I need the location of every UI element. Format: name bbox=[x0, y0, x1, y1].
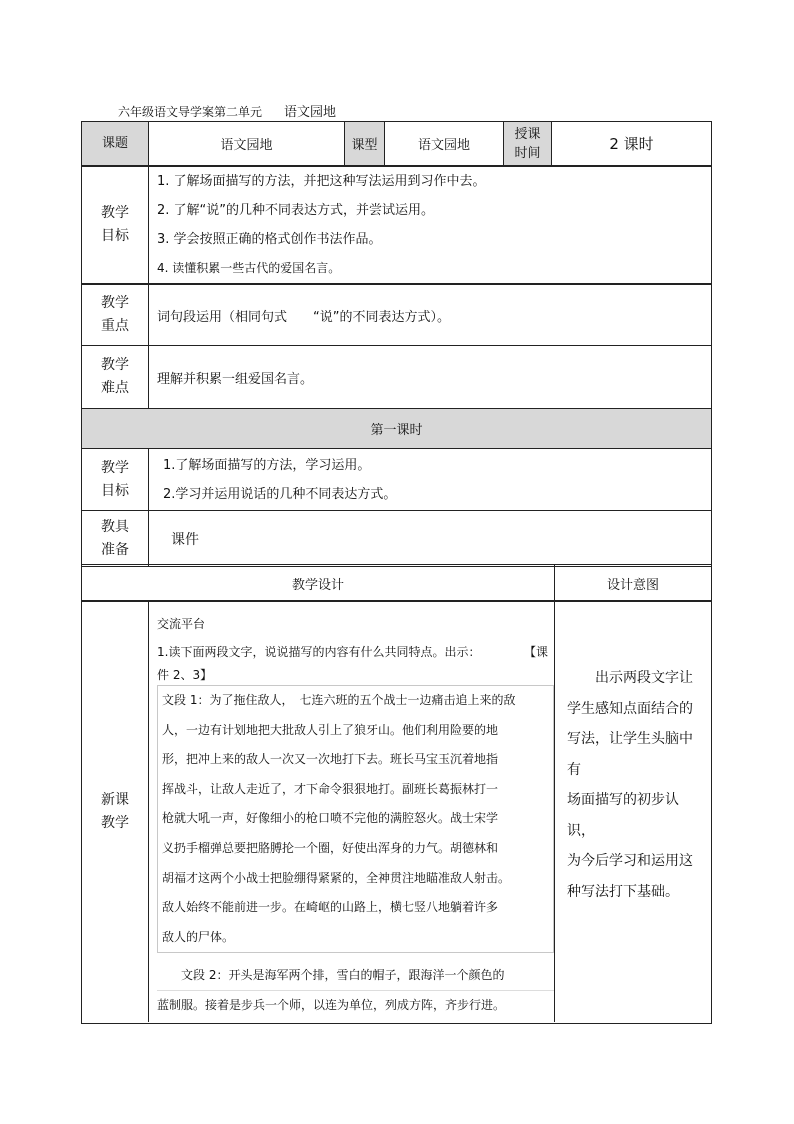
design-header-row bbox=[82, 565, 711, 601]
first-lesson-row bbox=[82, 408, 711, 448]
type-label: 课型 bbox=[344, 122, 384, 165]
lesson-goals-row bbox=[82, 448, 711, 510]
goal-item: 3. 学会按照正确的格式创作书法作品。 bbox=[157, 232, 382, 247]
task-line: 1.读下面两段文字，说说描写的内容有什么共同特点。出示： 【课 bbox=[157, 639, 554, 665]
tools-label: 教具 准备 bbox=[101, 518, 129, 558]
design-table bbox=[81, 564, 712, 602]
design-header-right: 设计意图 bbox=[554, 565, 711, 601]
section-title: 交流平台 bbox=[157, 617, 206, 631]
goal-item: 4. 读懂积累一些古代的爱国名言。 bbox=[157, 261, 341, 275]
tools-row bbox=[82, 510, 711, 566]
new-lesson-table bbox=[81, 600, 712, 1024]
goal-item: 2. 了解“说”的几种不同表达方式，并尝试运用。 bbox=[157, 203, 435, 218]
new-lesson-row bbox=[82, 601, 711, 1022]
passage-1: 文段 1：为了拖住敌人， 七连六班的五个战士一边痛击追上来的敌 人，一边有计划地把大批敌人引上了狼牙山。他们利用险要的地 形，把冲上来的敌人一次又一次地打下去。班长马宝玉沉着地指 挥战斗，让敌人走近了，才下命令狠狠地打。副班长葛振林打一 枪就大吼一声，好像细小的枪口喷不完他的满腔怒火。战士宋学 义扔手榴弹总要把胳膊抡一个圈，好使出浑身的力气。胡德林和 胡福才这两个小战士把脸绷得紧紧的，全神贯注地瞄准敌人射击。 敌人始终不能前进一步。在崎岖的山路上，横七竖八地躺着许多 敌人的尸体。 bbox=[157, 685, 554, 953]
type-value: 语文园地 bbox=[384, 122, 503, 165]
topic-label: 课题 bbox=[82, 122, 148, 165]
design-intent bbox=[554, 601, 711, 1022]
info-row bbox=[82, 122, 711, 165]
tools-text: 课件 bbox=[148, 511, 711, 566]
topic-value: 语文园地 bbox=[148, 122, 344, 165]
difficulty-row bbox=[82, 345, 711, 408]
first-lesson-title: 第一课时 bbox=[82, 409, 711, 448]
difficulty-text: 理解并积累一组爱国名言。 bbox=[148, 346, 711, 408]
lesson-plan-table bbox=[81, 121, 712, 567]
design-content bbox=[148, 601, 554, 1022]
goals-label: 教学 目标 bbox=[101, 205, 129, 244]
goals-list bbox=[148, 167, 711, 283]
design-header-left: 教学设计 bbox=[291, 577, 344, 593]
lesson-goal-item: 2.学习并运用说话的几种不同表达方式。 bbox=[163, 486, 397, 502]
lesson-goal-item: 1.了解场面描写的方法，学习运用。 bbox=[163, 457, 371, 473]
page-header bbox=[118, 101, 336, 120]
task-tag: 【课 bbox=[523, 645, 548, 659]
key-points-text: 词句段运用（相同句式 “说”的不同表达方式）。 bbox=[148, 285, 711, 345]
lesson-goals-label: 教学 目标 bbox=[101, 459, 129, 499]
header-title: 六年级语文导学案第二单元 bbox=[118, 105, 263, 119]
goal-item: 1. 了解场面描写的方法，并把这种写法运用到习作中去。 bbox=[157, 174, 486, 189]
passage-2: 文段 2：开头是海军两个排，雪白的帽子，跟海洋一个颜色的 蓝制服。接着是步兵一个师，以连为单位，列成方阵，齐步行进。 bbox=[157, 961, 554, 1020]
key-points-row bbox=[82, 283, 711, 345]
task-line-2: 件 2、3】 bbox=[157, 668, 213, 682]
time-label: 授课 时间 bbox=[503, 122, 551, 165]
difficulty-label: 教学 难点 bbox=[101, 357, 129, 396]
key-points-label: 教学 重点 bbox=[101, 295, 129, 334]
intent-text: 出示两段文字让 学生感知点面结合的 写法，让学生头脑中有 场面描写的初步认识， 为今后学习和运用这 种写法打下基础。 bbox=[567, 670, 693, 900]
time-value: 2 课时 bbox=[551, 122, 711, 165]
new-lesson-label: 新课 教学 bbox=[101, 791, 129, 831]
lesson-goals-list bbox=[148, 449, 711, 510]
header-subtitle: 语文园地 bbox=[284, 105, 337, 120]
goals-row bbox=[82, 165, 711, 283]
